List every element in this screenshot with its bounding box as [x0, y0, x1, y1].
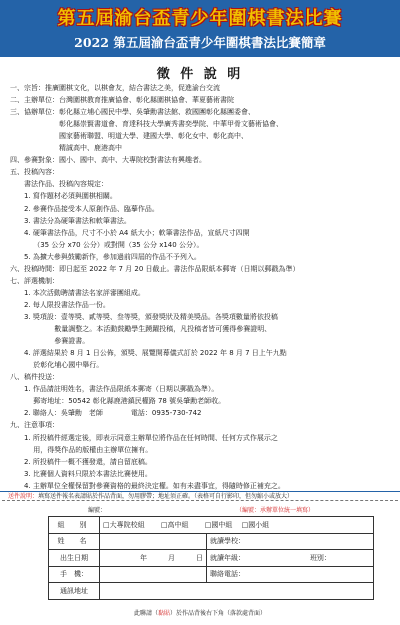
- rule-line: 國家藝術聯盟、明道大學、建國大學、彰化女中、彰化高中、: [10, 132, 248, 141]
- form-row-birth: [49, 550, 374, 567]
- rule-line: 精誠高中、鹿港高中: [10, 144, 122, 153]
- rule-line: 五、投稿內容：: [10, 168, 59, 177]
- rule-line: 彰化縣崇賢書道會、育達科技大學廣秀書奕學院、中華甲骨文藝術協會、: [10, 120, 283, 129]
- form-row-group: [49, 517, 374, 534]
- document-body: [0, 57, 400, 491]
- rule-line: 3. 書法分為硬筆書法和軟筆書法。: [10, 216, 131, 225]
- rule-line: 三、協辦單位：彰化縣立埔心國民中學、吳肇勳書法館、救國團彰化縣團委會、: [10, 108, 255, 117]
- rule-line: 2. 聯絡人：吳肇勳 老師 電話：0935-730-742: [10, 409, 202, 418]
- rule-line: 1. 本次活動聘請書法名家評審團組成。: [10, 288, 145, 297]
- rule-line: 於彰化埔心國中舉行。: [10, 361, 104, 370]
- cut-line: [2, 500, 398, 501]
- rule-line: 5. 為擴大參與鼓勵新作，參加過前四屆的作品不予列入。: [10, 252, 201, 261]
- group-option-highschool[interactable]: □高中組: [160, 520, 189, 529]
- name-label: 姓 名: [49, 533, 100, 550]
- form-row-address: [49, 583, 374, 600]
- header-banner: [0, 0, 400, 57]
- rule-line: 3. 獎項設：壹等獎、貳等獎、叁等獎，頒發獎狀及精美獎品。各獎項數量將依投稿: [10, 313, 278, 321]
- address-field[interactable]: [100, 583, 374, 600]
- group-label: 組 別: [49, 517, 100, 534]
- contact-field[interactable]: 聯絡電話：: [207, 566, 374, 583]
- group-option-elementary[interactable]: □國小組: [241, 520, 270, 529]
- number-label: 編號：: [88, 507, 107, 514]
- rule-line: 2. 每人限投書法作品一份。: [10, 300, 110, 309]
- rule-line: 參賽證書。: [10, 337, 90, 346]
- rule-line: 數量調整之。本活動鼓勵學生踴躍投稿，凡投稿者皆可獲得參賽證明、: [10, 325, 272, 333]
- rule-line: 書法作品、投稿內容規定：: [10, 180, 108, 189]
- divider: [0, 491, 400, 492]
- rule-line: （35 公分 x70 公分）或對開（35 公分 x140 公分）。: [10, 240, 204, 249]
- rule-line: 七、評選機制：: [10, 276, 59, 285]
- group-option-junior[interactable]: □國中組: [204, 520, 233, 529]
- birth-label: 出生日期: [49, 550, 100, 567]
- rule-line: 六、投稿時間：即日起至 2022 年 7 月 20 日截止。書法作品限紙本郵寄（日期以郵戳為準）: [10, 264, 300, 273]
- page-title: 第五屆渝台盃青少年圍棋書法比賽: [57, 8, 343, 29]
- phone-label: 手 機：: [49, 566, 100, 583]
- group-options: [100, 517, 374, 534]
- rule-line: 二、主辦單位：台灣圍棋教育推廣協會、彰化縣圍棋協會、華夏藝術書院: [10, 96, 234, 104]
- group-option-college[interactable]: □大專院校組: [103, 520, 145, 529]
- rule-line: 九、注意事項：: [10, 421, 59, 430]
- footer-pre: 此聯請（: [133, 610, 158, 617]
- rule-line: 4. 主辦單位全權保留對參賽資格的最終決定權。如有未盡事宜，得隨時修正補充之。: [10, 481, 285, 490]
- rule-line: 2. 參賽作品接受本人原創作品、臨摹作品。: [10, 204, 159, 213]
- rule-line: 用，得獎作品的版權由主辦單位擁有。: [10, 445, 153, 454]
- rule-line: 4. 評選結果於 8 月 1 日公佈，頒獎、展覽開幕儀式訂於 2022 年 8 月 7 日上午九點: [10, 349, 287, 358]
- note-text: 填寫送件報名表請貼於作品背面，勿用膠帶；地址須正確。（表格可自行影印，但勿縮小或放大）: [38, 493, 294, 500]
- admin-note: （編號：承辦單位統一填寫）: [236, 507, 315, 514]
- form-row-phone: [49, 566, 374, 583]
- rule-line: 四、參賽對象：國小、國中、高中、大專院校對書法有興趣者。: [10, 156, 206, 165]
- rule-line: 4. 硬筆書法作品，尺寸不小於 A4 紙大小；軟筆書法作品，宣紙尺寸四開: [10, 228, 250, 237]
- school-field[interactable]: 就讀學校：: [207, 533, 374, 550]
- rule-line: 3. 比賽個人資料只限於本書法比賽使用。: [10, 469, 152, 478]
- entry-form: [48, 516, 374, 600]
- grade-field[interactable]: 就讀年級：: [207, 550, 307, 567]
- rule-line: 2. 所投稿件一概不獲發還，請自留底稿。: [10, 457, 152, 466]
- rule-line: 1. 作品請註明姓名，書法作品限紙本郵寄（日期以郵戳為準）。: [10, 385, 219, 394]
- form-row-name: [49, 533, 374, 550]
- rule-line: 1. 所投稿件經選定後，即表示同意主辦單位將作品在任何時間、任何方式作展示之: [10, 433, 278, 442]
- rule-line: 一、宗旨：推廣圍棋文化，以棋會友，結合書法之美，促進渝台交流: [10, 84, 220, 92]
- rule-line: 八、稿件投送：: [10, 373, 59, 382]
- section-heading: 徵 件 說 明: [156, 67, 244, 82]
- rule-line: 1. 寫作題材必須與圍棋相關。: [10, 192, 117, 201]
- name-field[interactable]: [100, 533, 207, 550]
- birth-field[interactable]: 年 月 日: [100, 550, 207, 567]
- footer-post: ）於作品背後右下角（落款處背面）: [170, 610, 267, 617]
- address-label: 通訊地址: [49, 583, 100, 600]
- footer-note: [0, 608, 400, 617]
- class-field[interactable]: 班別：: [307, 550, 374, 567]
- footer-highlight: 黏貼: [157, 610, 170, 617]
- page-subtitle: 2022 第五屆渝台盃青少年圍棋書法比賽簡章: [74, 35, 326, 50]
- phone-field[interactable]: [100, 566, 207, 583]
- note-label: 送件說明：: [8, 493, 39, 500]
- rule-line: 郵寄地址：50542 彰化縣鹿港鎮民權路 78 號吳肇勳老師收。: [10, 397, 226, 406]
